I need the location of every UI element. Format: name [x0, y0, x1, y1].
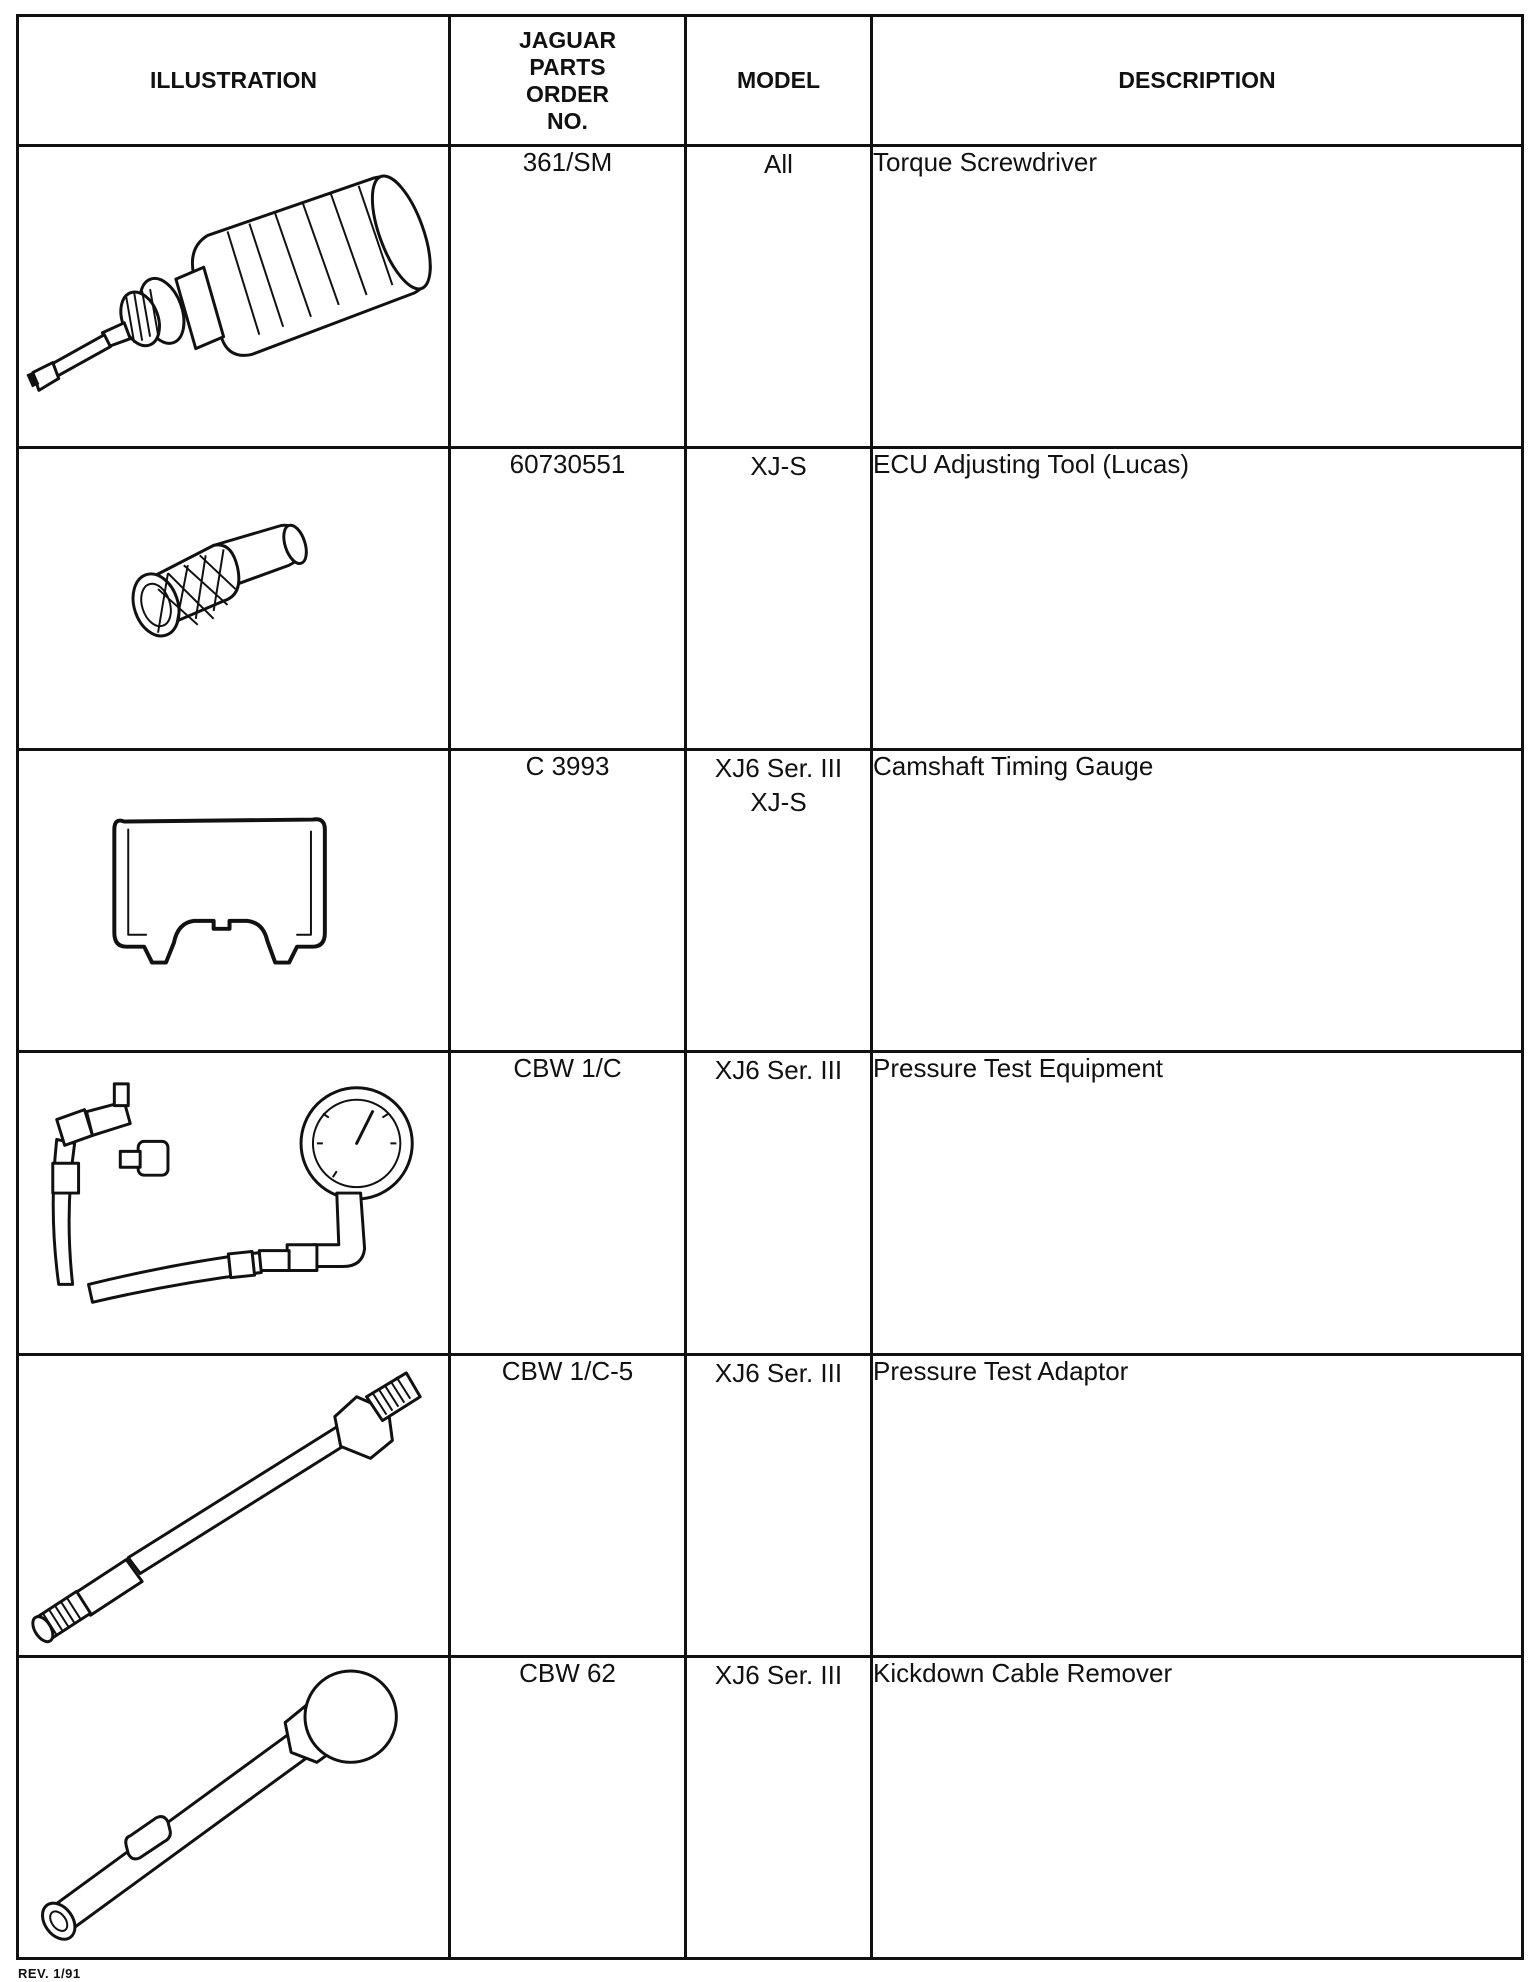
table-header-row — [18, 16, 1523, 146]
table-row — [18, 448, 1523, 750]
description-cell: Kickdown Cable Remover — [872, 1656, 1523, 1958]
model-cell — [686, 1354, 872, 1656]
part-number-cell: CBW 1/C — [450, 1052, 686, 1354]
ecu-adjusting-tool-icon — [19, 449, 448, 747]
description-cell: Pressure Test Equipment — [872, 1052, 1523, 1354]
kickdown-cable-remover-icon — [19, 1658, 448, 1956]
part-number-cell: 361/SM — [450, 146, 686, 448]
description-cell: Torque Screwdriver — [872, 146, 1523, 448]
header-description: DESCRIPTION — [872, 16, 1523, 146]
description-cell: Camshaft Timing Gauge — [872, 750, 1523, 1052]
illustration-cell — [18, 448, 450, 750]
table-row — [18, 1354, 1523, 1656]
header-part-line: NO. — [547, 107, 588, 134]
table-row — [18, 146, 1523, 448]
part-number-cell: CBW 62 — [450, 1656, 686, 1958]
header-model: MODEL — [686, 16, 872, 146]
model-line: XJ6 Ser. III — [714, 1357, 843, 1388]
model-line: XJ6 Ser. III — [714, 1055, 843, 1086]
illustration-cell — [18, 1354, 450, 1656]
header-part-line: PARTS — [529, 53, 606, 80]
torque-screwdriver-icon — [19, 147, 448, 445]
part-number-cell: CBW 1/C-5 — [450, 1354, 686, 1656]
table-row — [18, 1052, 1523, 1354]
pressure-test-adaptor-icon — [19, 1356, 448, 1654]
part-number-cell: C 3993 — [450, 750, 686, 1052]
model-cell — [686, 1052, 872, 1354]
description-cell: Pressure Test Adaptor — [872, 1354, 1523, 1656]
model-cell — [686, 146, 872, 448]
header-illustration: ILLUSTRATION — [18, 16, 450, 146]
model-cell — [686, 448, 872, 750]
illustration-cell — [18, 146, 450, 448]
illustration-cell — [18, 1656, 450, 1958]
pressure-test-equipment-icon — [19, 1053, 448, 1351]
model-line: All — [764, 149, 793, 179]
camshaft-timing-gauge-icon — [19, 751, 448, 1049]
header-part-number — [450, 16, 686, 146]
table-row — [18, 1656, 1523, 1958]
model-line: XJ6 Ser. III — [714, 1659, 843, 1690]
header-part-line: ORDER — [525, 80, 610, 107]
illustration-cell — [18, 750, 450, 1052]
revision-label: REV. 1/91 — [18, 1966, 81, 1981]
illustration-cell — [18, 1052, 450, 1354]
special-tools-table — [16, 14, 1524, 1960]
model-cell — [686, 750, 872, 1052]
table-row — [18, 750, 1523, 1052]
model-line: XJ-S — [750, 451, 807, 482]
header-part-line: JAGUAR — [518, 26, 617, 53]
model-line: XJ6 Ser. III — [714, 753, 843, 784]
model-line: XJ-S — [750, 787, 807, 818]
model-cell — [686, 1656, 872, 1958]
part-number-cell: 60730551 — [450, 448, 686, 750]
description-cell: ECU Adjusting Tool (Lucas) — [872, 448, 1523, 750]
